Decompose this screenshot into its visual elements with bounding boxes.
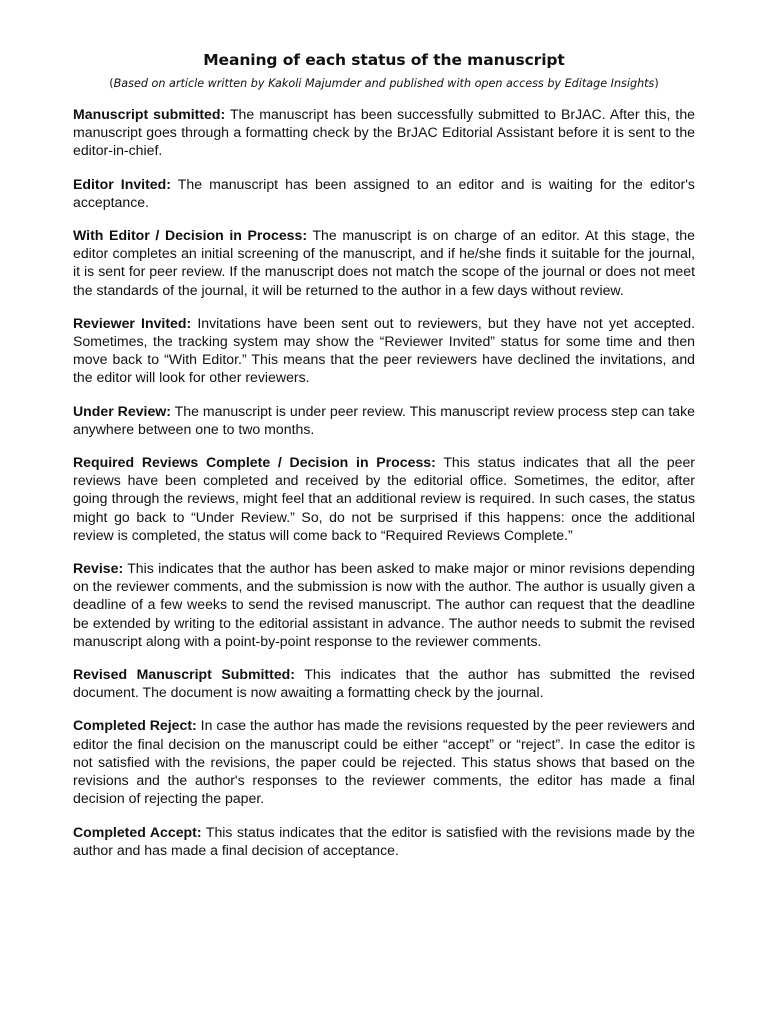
status-description: The manuscript is on charge of an editor. At this stage, the editor completes an initial screening of the manuscript, and if he/she finds it suitable for the journal, it is sent for peer review. If the manuscript does not match the scope of the journal or does not meet the standards of the journal, it will be returned to the author in a few days without review. <box>73 227 695 298</box>
document-subtitle <box>73 76 695 92</box>
status-entry-editor-invited <box>73 175 695 211</box>
status-term: Completed Reject: <box>73 717 197 734</box>
document-title: Meaning of each status of the manuscript <box>203 51 565 69</box>
status-term: Under Review: <box>73 402 171 419</box>
status-description: In case the author has made the revisions requested by the peer reviewers and editor the final decision on the manuscript could be either “accept” or “reject”. In case the editor is not satisfied with the revisions, the paper could be rejected. This status shows that based on the revisions and the author's responses to the reviewer comments, the editor has made a final decision of rejecting the paper. <box>73 717 696 807</box>
status-description: This indicates that the author has submitted the revised document. The document is now awaiting a formatting check by the journal. <box>73 666 696 701</box>
status-entry-completed-accept <box>73 823 695 859</box>
status-entry-reviewer-invited <box>73 314 695 387</box>
status-description: This status indicates that all the peer reviews have been completed and received by the editorial office. Sometimes, the editor, after going through the reviews, might feel that an additional review is required. In such cases, the status might go back to “Under Review.” So, do not be surprised if this happens: once the additional review is completed, the status will come back to “Required Reviews Complete.” <box>73 454 695 543</box>
document-page <box>73 50 695 874</box>
status-entry-revise <box>73 559 695 650</box>
status-term: Editor Invited: <box>73 175 171 192</box>
status-entry-completed-reject <box>73 716 695 807</box>
status-term: Reviewer Invited: <box>73 314 192 331</box>
status-description: This indicates that the author has been asked to make major or minor revisions depending on the reviewer comments, and the submission is now with the author. The author is usually given a deadline of a few weeks to send the revised manuscript. The author can request that the deadline be extended by writing to the editorial assistant in advance. The author needs to submit the revised manuscript along with a point-by-point response to the reviewer comments. <box>73 560 695 649</box>
status-entry-with-editor <box>73 226 695 299</box>
status-description: This status indicates that the editor is satisfied with the revisions made by the author and has made a final decision of acceptance. <box>73 823 695 858</box>
status-term: Revise: <box>73 560 124 577</box>
status-term: Revised Manuscript Submitted: <box>73 666 295 683</box>
status-entry-manuscript-submitted <box>73 105 695 160</box>
status-entry-required-reviews-complete <box>73 453 695 544</box>
status-term: Completed Accept: <box>73 823 202 840</box>
status-description: The manuscript has been successfully submitted to BrJAC. After this, the manuscript goes through a formatting check by the BrJAC Editorial Assistant before it is sent to the editor-in-chief. <box>73 106 695 159</box>
status-entry-revised-manuscript-submitted <box>73 665 695 701</box>
subtitle-text: Based on article written by Kakoli Majumder and published with open access by Editage Insights <box>113 77 655 90</box>
status-list <box>73 105 695 859</box>
status-description: Invitations have been sent out to reviewers, but they have not yet accepted. Sometimes, the tracking system may show the “Reviewer Invited” status for some time and then move back to “With Editor.” This means that the peer reviewers have declined the invitations, and the editor will look for other reviewers. <box>73 314 695 386</box>
status-term: Manuscript submitted: <box>73 106 226 122</box>
subtitle-close-paren: ) <box>654 77 659 90</box>
status-term: Required Reviews Complete / Decision in Process: <box>73 454 436 471</box>
subtitle-open-paren: ( <box>109 77 114 90</box>
status-entry-under-review <box>73 402 695 438</box>
status-description: The manuscript has been assigned to an editor and is waiting for the editor's acceptance. <box>73 175 695 210</box>
status-description: The manuscript is under peer review. This manuscript review process step can take anywhere between one to two months. <box>73 402 695 437</box>
status-term: With Editor / Decision in Process: <box>73 227 308 244</box>
